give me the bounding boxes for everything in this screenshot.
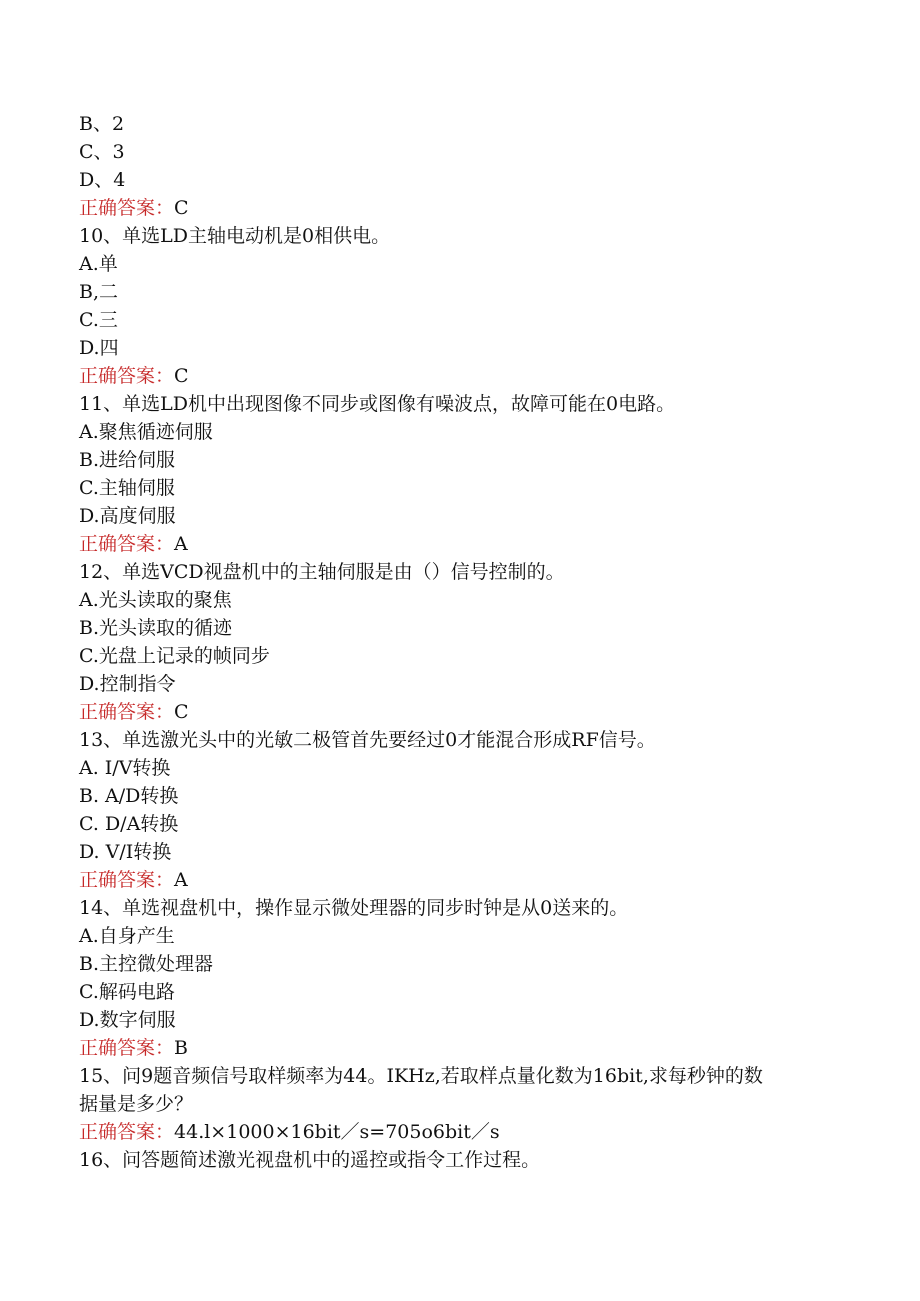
option-line: C.主轴伺服 xyxy=(79,477,175,499)
option-line: B. A/D转换 xyxy=(79,785,179,807)
answer-value: C xyxy=(174,365,189,387)
option-line: A. I/V转换 xyxy=(79,757,171,779)
answer-line xyxy=(0,1034,920,1062)
answer-line xyxy=(0,362,920,390)
answer-line xyxy=(0,530,920,558)
question-line: 12、单选VCD视盘机中的主轴伺服是由（）信号控制的。 xyxy=(79,561,565,583)
answer-line xyxy=(0,1118,920,1146)
option-line: A.自身产生 xyxy=(79,925,175,947)
answer-label: 正确答案： xyxy=(79,1121,175,1143)
answer-label: 正确答案： xyxy=(79,1037,175,1059)
option-line: A.单 xyxy=(79,253,118,275)
question-line: 11、单选LD机中出现图像不同步或图像有噪波点，故障可能在0电路。 xyxy=(79,393,676,415)
option-line: C、3 xyxy=(79,141,125,163)
answer-value: C xyxy=(174,701,189,723)
answer-value: 44.l×1000×16bit／s=705o6bit／s xyxy=(174,1121,500,1143)
answer-label: 正确答案： xyxy=(79,533,175,555)
answer-label: 正确答案： xyxy=(79,701,175,723)
option-line: D.控制指令 xyxy=(79,673,176,695)
document-page xyxy=(0,110,920,1174)
question-line: 14、单选视盘机中，操作显示微处理器的同步时钟是从0送来的。 xyxy=(79,897,629,919)
option-line: D.四 xyxy=(79,337,119,359)
option-line: C. D/A转换 xyxy=(79,813,179,835)
answer-line xyxy=(0,866,920,894)
option-line: C.光盘上记录的帧同步 xyxy=(79,645,270,667)
question-paragraph: 15、问9题音频信号取样频率为44。IKHz,若取样点量化数为16bit,求每秒钟的数据量是多少？ xyxy=(79,1065,763,1115)
option-line: B.光头读取的循迹 xyxy=(79,617,233,639)
answer-value: A xyxy=(174,533,188,555)
option-line: D、4 xyxy=(79,169,126,191)
answer-line xyxy=(0,194,920,222)
option-line: D.高度伺服 xyxy=(79,505,176,527)
answer-value: C xyxy=(174,197,189,219)
answer-value: B xyxy=(174,1037,188,1059)
answer-line xyxy=(0,698,920,726)
option-line: B、2 xyxy=(79,113,125,135)
option-line: D. V/I转换 xyxy=(79,841,172,863)
answer-label: 正确答案： xyxy=(79,869,175,891)
answer-value: A xyxy=(174,869,188,891)
question-line: 13、单选激光头中的光敏二极管首先要经过0才能混合形成RF信号。 xyxy=(79,729,656,751)
answer-label: 正确答案： xyxy=(79,197,175,219)
option-line: B,二 xyxy=(79,281,119,303)
option-line: B.主控微处理器 xyxy=(79,953,214,975)
option-line: A.聚焦循迹伺服 xyxy=(79,421,213,443)
option-line: A.光头读取的聚焦 xyxy=(79,589,232,611)
option-line: D.数字伺服 xyxy=(79,1009,176,1031)
answer-label: 正确答案： xyxy=(79,365,175,387)
question-line: 16、问答题简述激光视盘机中的遥控或指令工作过程。 xyxy=(79,1149,541,1171)
option-line: B.进给伺服 xyxy=(79,449,176,471)
question-line: 10、单选LD主轴电动机是0相供电。 xyxy=(79,225,391,247)
option-line: C.三 xyxy=(79,309,118,331)
option-line: C.解码电路 xyxy=(79,981,175,1003)
